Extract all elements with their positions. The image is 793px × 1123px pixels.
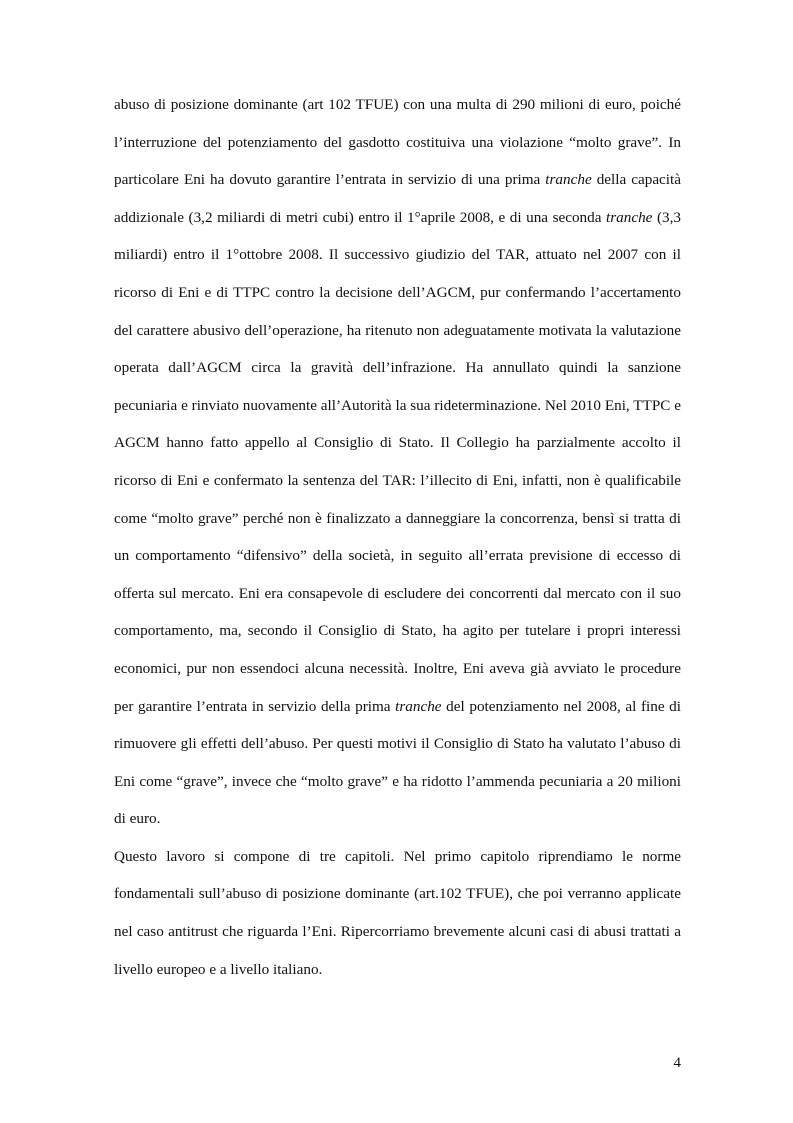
body-text: [114, 86, 681, 988]
italic-term-tranche: tranche: [395, 697, 442, 715]
paragraph-1-segment-5: (3,3 miliardi) entro il 1°ottobre 2008. Il successivo giudizio del TAR, attuato nel 2007 con il ricorso di Eni e di TTPC contro la decisione dell’AGCM, pur confermando l’accertamento del carattere abusivo dell’operazione, ha ritenuto non adeguatamente motivata la valutazione operata dall’AGCM circa la gravità dell’infrazione. Ha annullato quindi la sanzione pecuniaria e rinviato nuovamente all’Autorità la sua rideterminazione. Nel 2010 Eni, TTPC e AGCM hanno fatto appello al Consiglio di Stato. Il Collegio ha parzialmente accolto il ricorso di Eni e confermato la sentenza del TAR: l’illecito di Eni, infatti, non è qualificabile come “molto grave” perché non è finalizzato a danneggiare la concorrenza, bensì si tratta di un comportamento “difensivo” della società, in seguito all’errata previsione di eccesso di offerta sul mercato. Eni era consapevole di escludere dei concorrenti dal mercato con il suo comportamento, ma, secondo il Consiglio di Stato, ha agito per tutelare i propri interessi economici, pur non essendoci alcuna necessità. Inoltre, Eni aveva già avviato le procedure per garantire l’entrata in servizio della prima: [114, 208, 681, 715]
paragraph-2: [114, 838, 681, 988]
italic-term-tranche: tranche: [606, 208, 653, 226]
paragraph-1-segment-3: della capacità addizionale (3,2 miliardi di metri cubi) entro il 1°aprile 2008, e di una seconda: [114, 171, 681, 226]
italic-term-tranche: tranche: [545, 171, 592, 189]
paragraph-1: [114, 86, 681, 838]
paragraph-2-segment-1: Questo lavoro si compone di tre capitoli. Nel primo capitolo riprendiamo le norme fondamentali sull’abuso di posizione dominante (art.102 TFUE), che poi verranno applicate nel caso antitrust che riguarda l’Eni. Ripercorriamo brevemente alcuni casi di abusi trattati a livello europeo e a livello italiano.: [114, 847, 681, 978]
paragraph-1-segment-1: abuso di posizione dominante (art 102 TFUE) con una multa di 290 milioni di euro, poiché l’interruzione del potenziamento del gasdotto costituiva una violazione “molto grave”. In particolare Eni ha dovuto garantire l’entrata in servizio di una prima: [114, 96, 681, 189]
page-number: 4: [673, 1055, 681, 1071]
paragraph-1-segment-7: del potenziamento nel 2008, al fine di rimuovere gli effetti dell’abuso. Per questi motivi il Consiglio di Stato ha valutato l’abuso di Eni come “grave”, invece che “molto grave” e ha ridotto l’ammenda pecuniaria a 20 milioni di euro.: [114, 697, 682, 828]
